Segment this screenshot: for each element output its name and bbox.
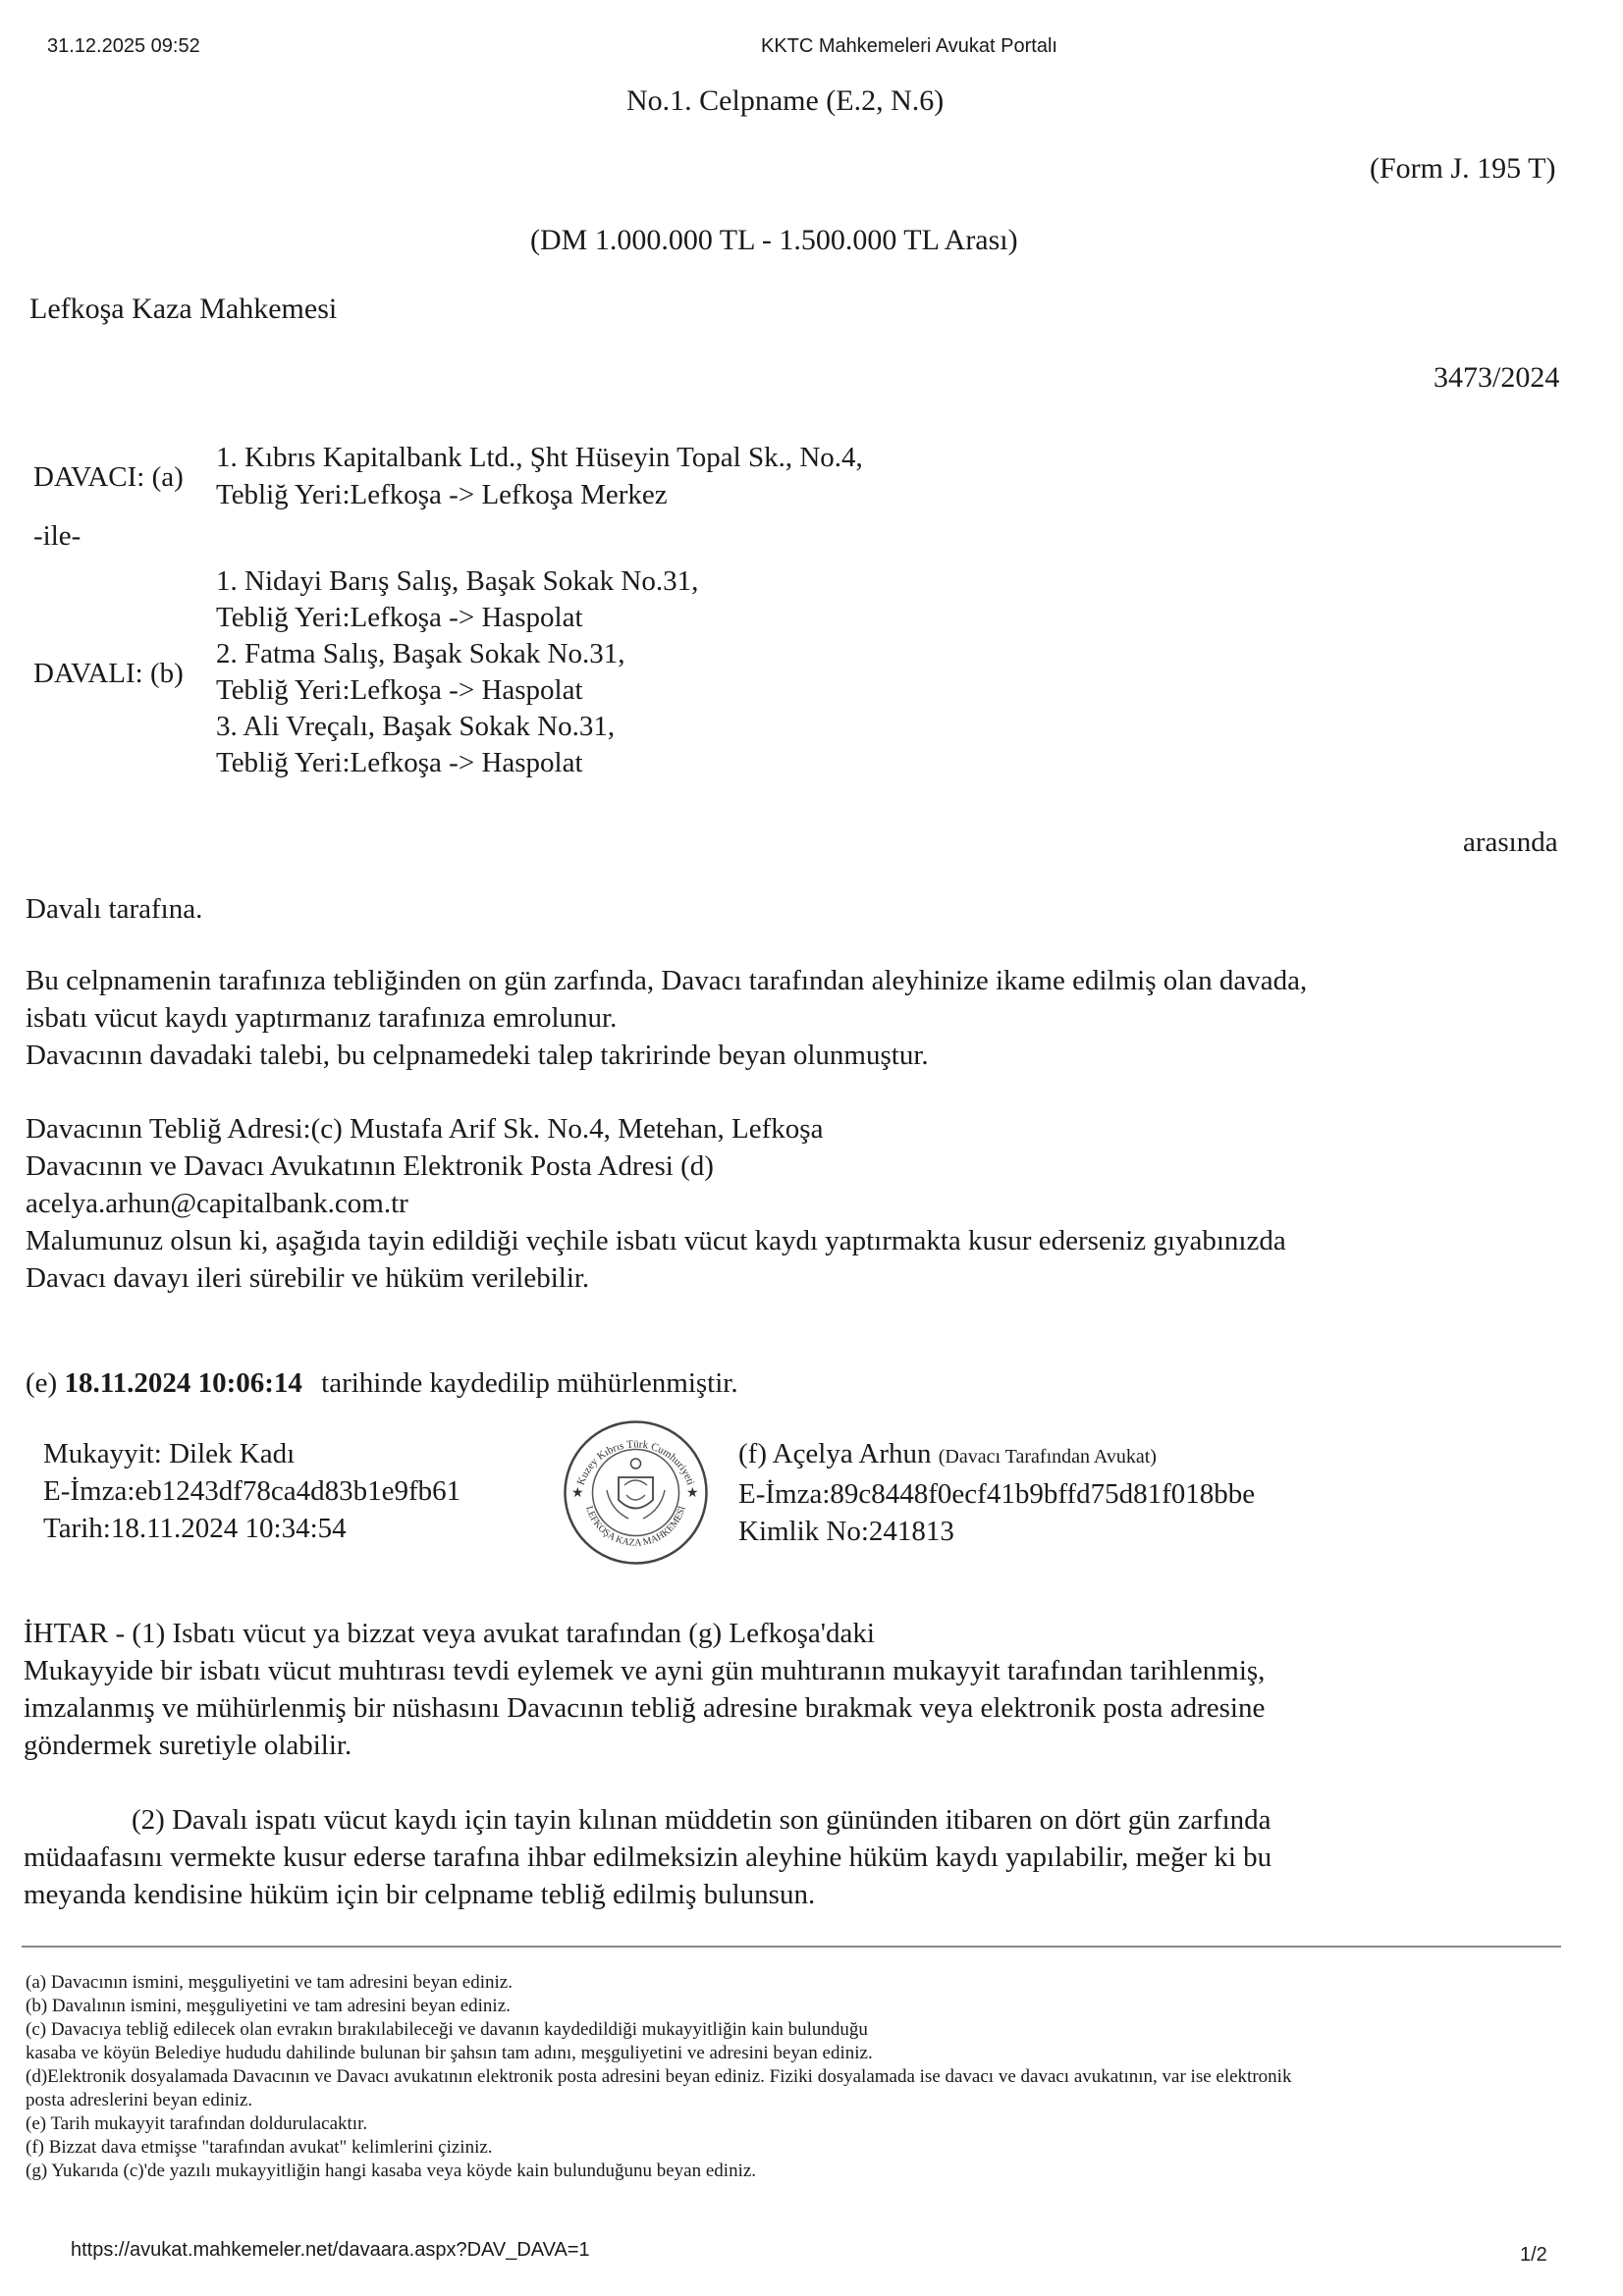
document-title: No.1. Celpname (E.2, N.6) (626, 84, 945, 117)
seal-bottom-text: LEFKOŞA KAZA MAHKEMESİ (583, 1504, 688, 1549)
footnote-item: (f) Bizzat dava etmişse "tarafından avukat" kelimlerini çiziniz. (26, 2137, 493, 2158)
page-number: 1/2 (1520, 2244, 1547, 2266)
svg-text:★: ★ (571, 1485, 584, 1501)
paragraph-line: Malumunuz olsun ki, aşağıda tayin edildiği veçhile isbatı vücut kaydı yaptırmakta kusur ederseniz gıyabınızda (26, 1225, 1286, 1256)
footnote-item: (e) Tarih mukayyit tarafından doldurulacaktır. (26, 2113, 368, 2134)
paragraph-line: Davacının ve Davacı Avukatının Elektronik Posta Adresi (d) (26, 1150, 714, 1182)
court-seal (560, 1416, 712, 1569)
paragraph-line: meyanda kendisine hüküm için bir celpname tebliğ edilmiş bulunsun. (24, 1879, 816, 1910)
addressee: Davalı tarafına. (26, 893, 203, 925)
footnote-divider (22, 1946, 1561, 1948)
registrar-date: Tarih:18.11.2024 10:34:54 (43, 1513, 347, 1544)
paragraph-line: Mukayyide bir isbatı vücut muhtırası tevdi eylemek ve ayni gün muhtıranın mukayyit tarafından tarihlenmiş, (24, 1655, 1266, 1686)
registrar-esign: E-İmza:eb1243df78ca4d83b1e9fb61 (43, 1475, 461, 1507)
registrar-name: Mukayyit: Dilek Kadı (43, 1438, 296, 1469)
defendant-label: DAVALI: (b) (33, 658, 184, 689)
footnote-item: (b) Davalının ismini, meşguliyetini ve tam adresini beyan ediniz. (26, 1996, 511, 2016)
footnote-item: kasaba ve köyün Belediye hududu dahilinde bulunan bir şahsın tam adını, meşguliyetini ve adresini beyan ediniz. (26, 2043, 873, 2063)
plaintiff-line: 1. Kıbrıs Kapitalbank Ltd., Şht Hüseyin Topal Sk., No.4, (216, 442, 863, 473)
paragraph-line: Davacı davayı ileri sürebilir ve hüküm verilebilir. (26, 1262, 590, 1294)
defendant-block (216, 563, 698, 781)
paragraph-line: göndermek suretiyle olabilir. (24, 1730, 352, 1761)
paragraph-line: İHTAR - (1) Isbatı vücut ya bizzat veya avukat tarafından (g) Lefkoşa'daki (24, 1618, 875, 1649)
defendant-line: Tebliğ Yeri:Lefkoşa -> Haspolat (216, 674, 583, 706)
plaintiff-label: DAVACI: (a) (33, 461, 184, 493)
defendant-line: 3. Ali Vreçalı, Başak Sokak No.31, (216, 711, 616, 742)
court-name: Lefkoşa Kaza Mahkemesi (29, 293, 338, 325)
defendant-line: 1. Nidayi Barış Salış, Başak Sokak No.31, (216, 565, 699, 597)
lawyer-esign: E-İmza:89c8448f0ecf41b9bffd75d81f018bbe (738, 1478, 1256, 1510)
footnote-ref: (e) (26, 1367, 58, 1399)
svg-text:LEFKOŞA KAZA MAHKEMESİ (583, 1505, 688, 1549)
defendant-line: Tebliğ Yeri:Lefkoşa -> Haspolat (216, 747, 583, 778)
plaintiff-block (216, 439, 863, 513)
paragraph-line: (2) Davalı ispatı vücut kaydı için tayin kılınan müddetin son gününden itibaren on dört gün zarfında (132, 1804, 1271, 1836)
arasinda-word: arasında (1463, 827, 1558, 858)
footnotes (26, 1971, 1291, 2183)
defendant-line: 2. Fatma Salış, Başak Sokak No.31, (216, 638, 625, 669)
paragraph-line: isbatı vücut kaydı yaptırmanız tarafınıza emrolunur. (26, 1002, 618, 1034)
defendant-line: Tebliğ Yeri:Lefkoşa -> Haspolat (216, 602, 583, 633)
portal-title: KKTC Mahkemeleri Avukat Portalı (761, 35, 1057, 57)
print-datetime: 31.12.2025 09:52 (47, 35, 200, 57)
between-word: -ile- (33, 520, 81, 552)
sealed-suffix: tarihinde kaydedilip mühürlenmiştir. (321, 1367, 738, 1399)
footnote-item: posta adreslerini beyan ediniz. (26, 2090, 253, 2110)
paragraph-line: Bu celpnamenin tarafınıza tebliğinden on gün zarfında, Davacı tarafından aleyhinize ikame edilmiş olan davada, (26, 965, 1308, 996)
case-number: 3473/2024 (1434, 361, 1560, 394)
sealed-statement (26, 1367, 738, 1400)
form-number: (Form J. 195 T) (1370, 152, 1556, 185)
email-address: acelya.arhun@capitalbank.com.tr (26, 1188, 408, 1219)
footnote-item: (c) Davacıya tebliğ edilecek olan evrakın bırakılabileceği ve davanın kaydedildiği mukayyitliğin kain bulunduğu (26, 2019, 868, 2040)
lawyer-name: (f) Açelya Arhun (738, 1438, 932, 1469)
footnote-item: (d)Elektronik dosyalamada Davacının ve Davacı avukatının elektronik posta adresini beyan ediniz. Fiziki dosyalamada ise davacı ve davacı avukatının, var ise elektronik (26, 2066, 1292, 2087)
lawyer-signature (738, 1435, 1255, 1550)
paragraph-line: müdaafasını vermekte kusur ederse tarafına ihbar edilmeksizin aleyhine hüküm kaydı yapılabilir, meğer ki bu (24, 1842, 1272, 1873)
summons-paragraph (26, 962, 1307, 1074)
warning-paragraph-1 (24, 1615, 1265, 1764)
paragraph-line: Davacının Tebliğ Adresi:(c) Mustafa Arif Sk. No.4, Metehan, Lefkoşa (26, 1113, 824, 1145)
sealed-datetime: 18.11.2024 10:06:14 (64, 1367, 302, 1399)
amount-range: (DM 1.000.000 TL - 1.500.000 TL Arası) (530, 224, 1018, 256)
warning-paragraph-2 (24, 1801, 1271, 1913)
lawyer-id: Kimlik No:241813 (738, 1516, 954, 1547)
seal-top-text: Kuzey Kıbrıs Türk Cumhuriyeti (574, 1438, 697, 1487)
footnote-item: (g) Yukarıda (c)'de yazılı mukayyitliğin hangi kasaba veya köyde kain bulunduğunu beyan ediniz. (26, 2161, 757, 2181)
lawyer-role: (Davacı Tarafından Avukat) (938, 1446, 1157, 1468)
address-paragraph (26, 1110, 1286, 1297)
page-url[interactable]: https://avukat.mahkemeler.net/davaara.aspx?DAV_DAVA=1 (71, 2239, 590, 2261)
paragraph-line: Davacının davadaki talebi, bu celpnamedeki talep takririnde beyan olunmuştur. (26, 1040, 929, 1071)
footnote-item: (a) Davacının ismini, meşguliyetini ve tam adresini beyan ediniz. (26, 1972, 513, 1993)
plaintiff-line: Tebliğ Yeri:Lefkoşa -> Lefkoşa Merkez (216, 479, 668, 510)
svg-text:★: ★ (686, 1485, 699, 1501)
registrar-signature (43, 1435, 460, 1547)
paragraph-line: imzalanmış ve mühürlenmiş bir nüshasını Davacının tebliğ adresine bırakmak veya elektronik posta adresine (24, 1692, 1266, 1724)
